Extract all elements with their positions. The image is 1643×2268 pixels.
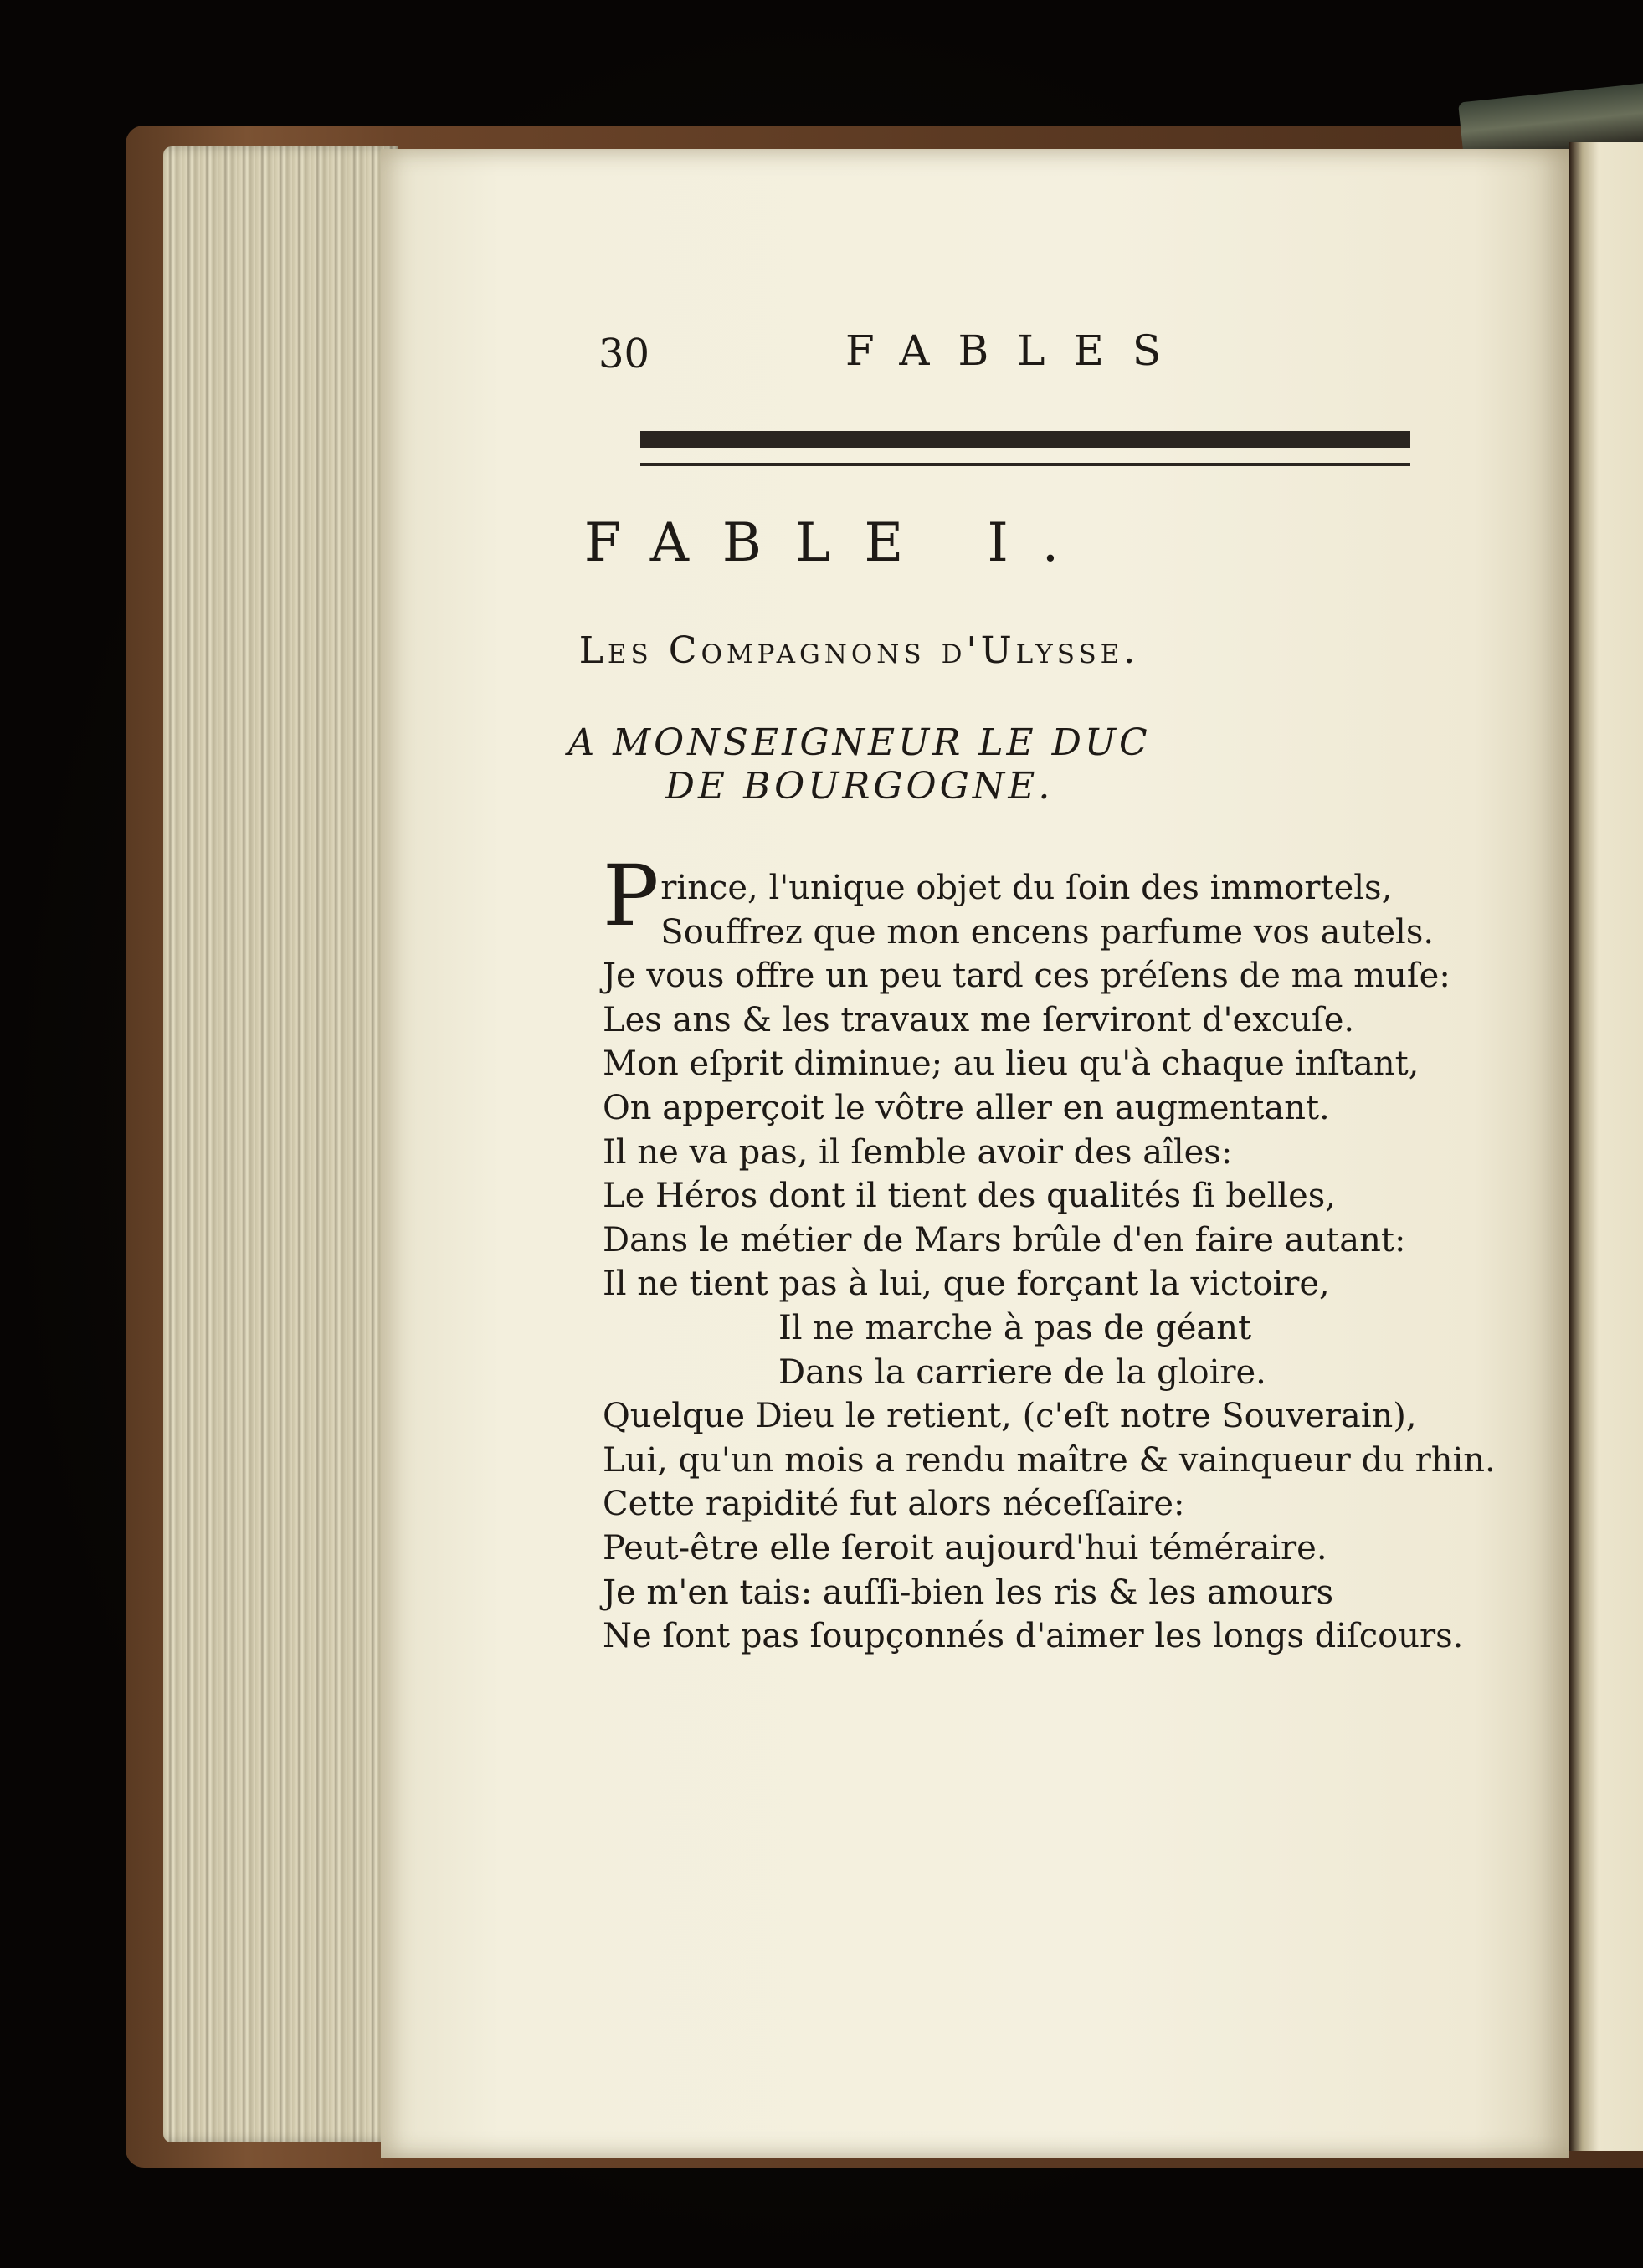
poem-line: Prince, l'unique objet du ſoin des immortels, <box>603 847 1393 945</box>
poem-line: Cette rapidité fut alors néceſſaire: <box>603 1485 1185 1524</box>
dedication-line: A MONSEIGNEUR LE DUC <box>567 721 1151 764</box>
page-edges <box>163 146 398 2142</box>
poem-line: Lui, qu'un mois a rendu maître & vainqueur du rhin. <box>603 1440 1496 1480</box>
poem-line: Il ne tient pas à lui, que forçant la victoire, <box>603 1265 1330 1304</box>
poem-line: Le Héros dont il tient des qualités ſi belles, <box>603 1177 1336 1216</box>
poem-line: Dans le métier de Mars brûle d'en faire autant: <box>603 1220 1406 1260</box>
right-page-edge <box>1569 142 1643 2151</box>
poem-line: Quelque Dieu le retient, (c'eſt notre Souverain), <box>603 1397 1417 1436</box>
poem-line: Ne ſont pas ſoupçonnés d'aimer les longs diſcours. <box>603 1617 1464 1656</box>
poem-line: Il ne va pas, il ſemble avoir des aîles: <box>603 1132 1233 1172</box>
poem-line: Je vous offre un peu tard ces préſens de ma muſe: <box>603 957 1450 996</box>
poem-line: Mon eſprit diminue; au lieu qu'à chaque inſtant, <box>603 1044 1420 1084</box>
dedication <box>0 721 1643 808</box>
fable-title: FABLE I. <box>583 512 1093 574</box>
poem-line: Dans la carriere de la gloire. <box>778 1352 1266 1392</box>
ornamental-rule-thin <box>640 463 1410 466</box>
running-head: FABLES <box>845 326 1190 375</box>
poem-line: Je m'en tais: auſſi-bien les ris & les amours <box>603 1573 1334 1612</box>
poem-line: Souffrez que mon encens parfume vos autels. <box>660 912 1435 952</box>
page-number: 30 <box>598 331 650 377</box>
poem-line: Peut-être elle ſeroit aujourd'hui téméraire. <box>603 1528 1327 1568</box>
drop-cap: P <box>603 847 660 945</box>
ornamental-rule-thick <box>640 431 1410 448</box>
fable-subtitle: Les Compagnons d'Ulysse. <box>578 629 1140 672</box>
poem-line: Les ans & les travaux me ſerviront d'excuſe. <box>603 1000 1355 1039</box>
poem-line: On apperçoit le vôtre aller en augmentant. <box>603 1088 1330 1127</box>
poem-line: Il ne marche à pas de géant <box>778 1308 1252 1347</box>
poem-body <box>603 847 1496 1659</box>
dedication-line: DE BOURGOGNE. <box>665 765 1054 808</box>
